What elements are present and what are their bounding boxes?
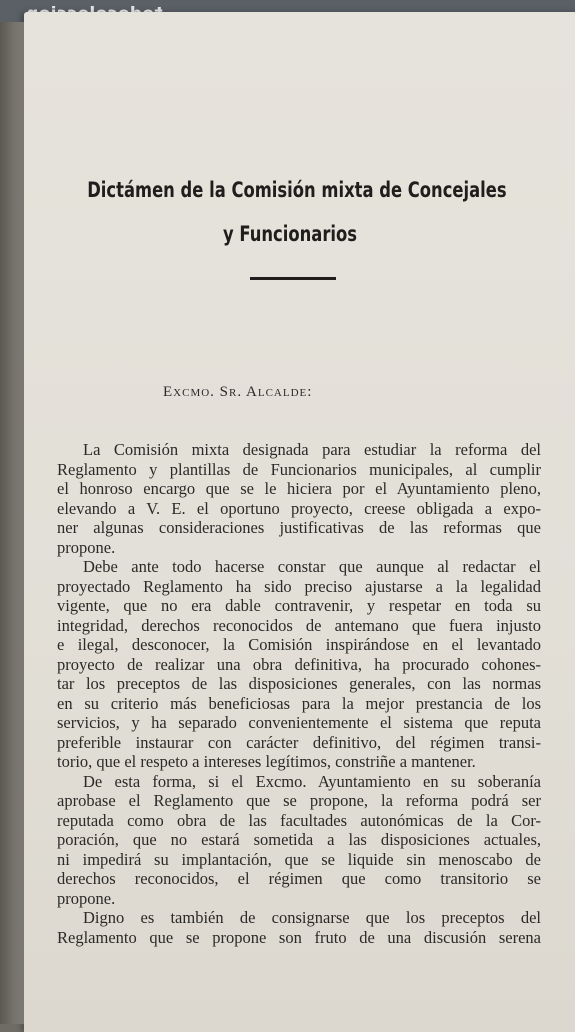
- text-line: ni impedirá su implantación, que se liquide sin menoscabo de: [57, 849, 541, 869]
- title-underline: [250, 277, 336, 280]
- document-body: [57, 440, 541, 947]
- text-line: el honroso encargo que se le hiciera por el Ayuntamiento pleno,: [57, 479, 541, 498]
- text-line: proyecto de realizar una obra definitiva, ha procurado cohones-: [57, 654, 541, 674]
- text-line: aprobase el Reglamento que se propone, la reforma podrá ser: [57, 791, 541, 810]
- paragraph: [57, 557, 541, 772]
- paragraph: [57, 908, 541, 947]
- text-line: De esta forma, si el Excmo. Ayuntamiento en su soberanía: [83, 771, 541, 791]
- salutation: Excmo. Sr. Alcalde:: [163, 384, 313, 400]
- paragraph: [57, 440, 541, 557]
- paragraph: [57, 772, 541, 909]
- text-line: preferible instaurar con carácter definitivo, del régimen transi-: [57, 732, 541, 752]
- text-line: vigente, que no era dable contravenir, y respetar en toda su: [57, 596, 541, 615]
- text-line: propone.: [57, 888, 116, 908]
- title-line-2: y Funcionarios: [222, 222, 358, 246]
- text-line: Reglamento que se propone son fruto de una discusión serena: [57, 927, 541, 947]
- document-title: [87, 168, 507, 256]
- text-line: e ilegal, desconocer, la Comisión inspirándose en el levantado: [57, 635, 541, 654]
- text-line: integridad, derechos reconocidos de antemano que fuera injusto: [57, 615, 541, 635]
- text-line: proyectado Reglamento ha sido preciso ajustarse a la legalidad: [57, 576, 541, 596]
- text-line: Digno es también de consignarse que los preceptos del: [83, 908, 541, 927]
- text-line: Reglamento y plantillas de Funcionarios municipales, al cumplir: [57, 459, 541, 479]
- text-line: ner algunas consideraciones justificativas de las reformas que: [57, 518, 541, 537]
- title-line-1: Dictámen de la Comisión mixta de Concejales: [87, 178, 507, 202]
- text-line: poración, que no estará sometida a las disposiciones actuales,: [57, 830, 541, 849]
- text-line: propone.: [57, 537, 116, 557]
- text-line: tar los preceptos de las disposiciones generales, con las normas: [57, 674, 541, 693]
- text-line: derechos reconocidos, el régimen que como transitorio se: [57, 869, 541, 888]
- text-line: en su criterio más beneficiosas para la mejor prestancia de los: [57, 693, 541, 713]
- text-line: Debe ante todo hacerse constar que aunque al redactar el: [83, 557, 541, 576]
- text-line: reputada como obra de las facultades autonómicas de la Cor-: [57, 810, 541, 830]
- text-line: torio, que el respeto a intereses legítimos, constriñe a mantener.: [57, 752, 476, 771]
- text-line: servicios, y ha separado convenientemente el sistema que reputa: [57, 713, 541, 732]
- text-line: La Comisión mixta designada para estudiar la reforma del: [83, 440, 541, 459]
- text-line: elevando a V. E. el oportuno proyecto, creese obligada a expo-: [57, 498, 541, 518]
